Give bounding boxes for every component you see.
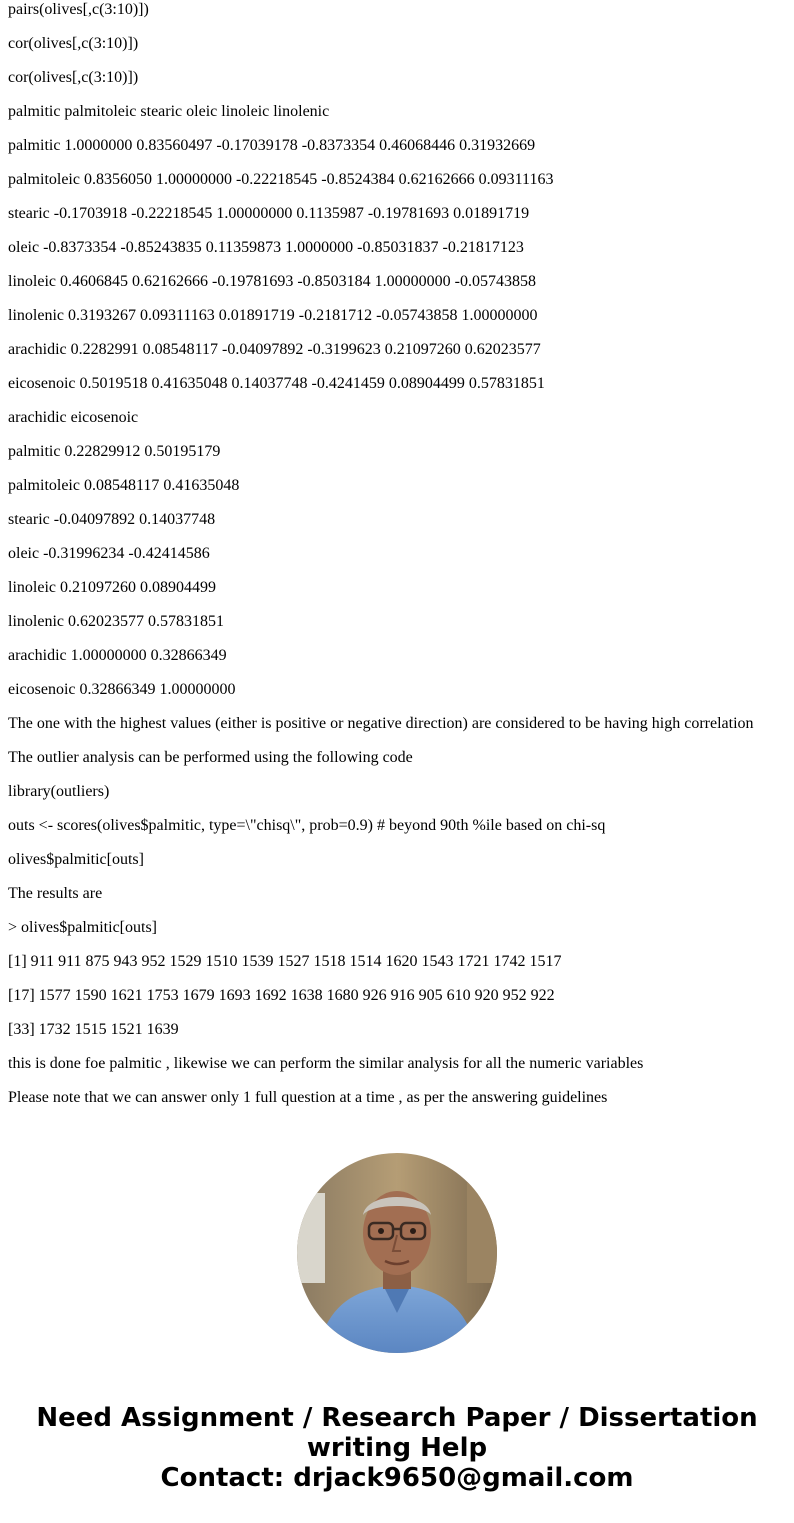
promo-line-1: Need Assignment / Research Paper / Dissertation <box>36 1403 758 1433</box>
text-line: palmitoleic 0.08548117 0.41635048 <box>8 477 240 494</box>
text-line: linoleic 0.4606845 0.62162666 -0.19781693 -0.8503184 1.00000000 -0.05743858 <box>8 273 536 290</box>
text-line: Please note that we can answer only 1 full question at a time , as per the answering guidelines <box>8 1089 608 1106</box>
text-line: oleic -0.8373354 -0.85243835 0.11359873 1.0000000 -0.85031837 -0.21817123 <box>8 239 524 256</box>
text-line: stearic -0.04097892 0.14037748 <box>8 511 216 528</box>
text-line: [1] 911 911 875 943 952 1529 1510 1539 1527 1518 1514 1620 1543 1721 1742 1517 <box>8 953 562 970</box>
promo-banner <box>0 1403 794 1493</box>
text-line: outs <- scores(olives$palmitic, type=\"chisq\", prob=0.9) # beyond 90th %ile based on chi-sq <box>8 817 606 834</box>
text-line: The one with the highest values (either is positive or negative direction) are considered to be having high correlation <box>8 715 754 732</box>
text-line: [33] 1732 1515 1521 1639 <box>8 1021 179 1038</box>
text-line: library(outliers) <box>8 783 110 800</box>
text-line: [17] 1577 1590 1621 1753 1679 1693 1692 1638 1680 926 916 905 610 920 952 922 <box>8 987 555 1004</box>
text-line: > olives$palmitic[outs] <box>8 919 157 936</box>
text-line: arachidic 1.00000000 0.32866349 <box>8 647 227 664</box>
text-line: The results are <box>8 885 103 902</box>
text-line: eicosenoic 0.5019518 0.41635048 0.14037748 -0.4241459 0.08904499 0.57831851 <box>8 375 545 392</box>
text-line: linoleic 0.21097260 0.08904499 <box>8 579 216 596</box>
text-line: palmitic 0.22829912 0.50195179 <box>8 443 221 460</box>
promo-contact: Contact: drjack9650@gmail.com <box>160 1463 634 1493</box>
text-line: palmitic palmitoleic stearic oleic linoleic linolenic <box>8 103 330 120</box>
text-line: linolenic 0.3193267 0.09311163 0.01891719 -0.2181712 -0.05743858 1.00000000 <box>8 307 538 324</box>
answer-text <box>8 0 788 1122</box>
promo-line-2: writing Help <box>306 1433 488 1463</box>
avatar <box>297 1153 497 1353</box>
text-line: cor(olives[,c(3:10)]) <box>8 35 139 52</box>
text-line: palmitoleic 0.8356050 1.00000000 -0.22218545 -0.8524384 0.62162666 0.09311163 <box>8 171 554 188</box>
text-line: this is done foe palmitic , likewise we can perform the similar analysis for all the numeric variables <box>8 1055 644 1072</box>
text-line: pairs(olives[,c(3:10)]) <box>8 1 149 18</box>
text-line: olives$palmitic[outs] <box>8 851 144 868</box>
text-line: arachidic eicosenoic <box>8 409 139 426</box>
text-line: stearic -0.1703918 -0.22218545 1.00000000 0.1135987 -0.19781693 0.01891719 <box>8 205 530 222</box>
text-line: palmitic 1.0000000 0.83560497 -0.17039178 -0.8373354 0.46068446 0.31932669 <box>8 137 536 154</box>
text-line: oleic -0.31996234 -0.42414586 <box>8 545 210 562</box>
text-line: linolenic 0.62023577 0.57831851 <box>8 613 224 630</box>
text-line: eicosenoic 0.32866349 1.00000000 <box>8 681 236 698</box>
text-line: arachidic 0.2282991 0.08548117 -0.04097892 -0.3199623 0.21097260 0.62023577 <box>8 341 541 358</box>
text-line: The outlier analysis can be performed using the following code <box>8 749 413 766</box>
text-line: cor(olives[,c(3:10)]) <box>8 69 139 86</box>
